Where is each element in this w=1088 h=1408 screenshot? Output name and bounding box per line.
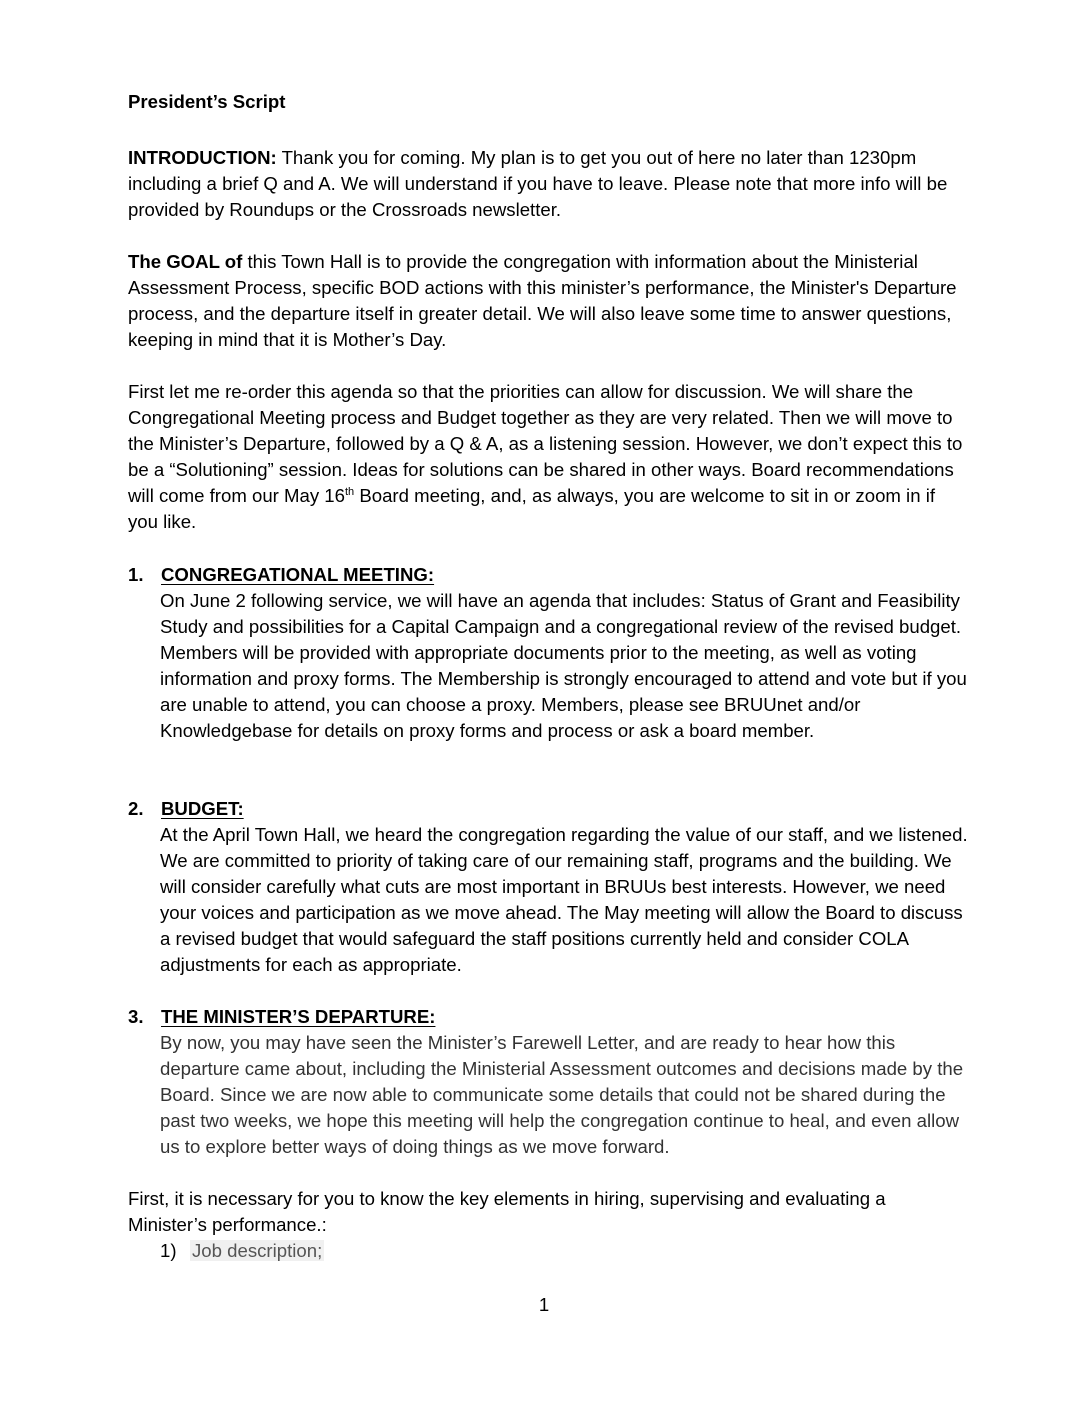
introduction-text: Thank you for coming. My plan is to get you out of here no later than 1230pm including a brief Q and A. We will understand if you have to leave. Please note that more info will be provided by Roundups or the Crossroads newsletter. (128, 147, 948, 220)
document-title: President’s Script (128, 91, 286, 112)
page-number: 1 (538, 1294, 550, 1315)
section-body-congregational-meeting: On June 2 following service, we will have an agenda that includes: Status of Grant and Feasibility Study and possibilities for a Capital Campaign and a congregational review of the revised budget. Members will be provided with appropriate documents prior to the meeting, as well as voting information and proxy forms. The Membership is strongly encouraged to attend and vote but if you are unable to attend, you can choose a proxy. Members, please see BRUUnet and/or Knowledgebase for details on proxy forms and process or ask a board member. (160, 590, 967, 741)
section-heading-text: CONGREGATIONAL MEETING: (161, 564, 435, 585)
list-item-text: Job description; (192, 1240, 323, 1261)
goal-paragraph (128, 249, 968, 353)
section-body-budget: At the April Town Hall, we heard the congregation regarding the value of our staff, and we listened. We are committed to priority of taking care of our remaining staff, programs and the building. We will consider carefully what cuts are most important in BRUUs best interests. However, we need your voices and participation as we move ahead. The May meeting will allow the Board to discuss a revised budget that would safeguard the staff positions currently held and consider COLA adjustments for each as appropriate. (160, 824, 968, 975)
list-item (160, 1238, 324, 1264)
section-number: 1. (128, 564, 144, 585)
section-number: 2. (128, 798, 144, 819)
agenda-text: First let me re-order this agenda so that the priorities can allow for discussion. We will share the Congregational Meeting process and Budget together as they are very related. Then we will move to the Minister’s Departure, followed by a Q & A, as a listening session. However, we don’t expect this to be a “Solutioning” session. Ideas for solutions can be shared in other ways. Board recommendations will come from our May 16 (128, 381, 963, 506)
section-heading-ministers-departure (128, 1004, 435, 1030)
goal-text: this Town Hall is to provide the congregation with information about the Ministerial Assessment Process, specific BOD actions with this minister’s performance, the Minister's Departure process, and the departure itself in greater detail. We will also leave some time to answer questions, keeping in mind that it is Mother’s Day. (128, 251, 957, 350)
section-heading-text: THE MINISTER’S DEPARTURE: (161, 1006, 436, 1027)
section-heading-budget (128, 796, 244, 822)
agenda-text-continued: Board meeting, and, as always, you are welcome to sit in or zoom in if you like. (128, 485, 935, 532)
list-item-number: 1) (160, 1240, 177, 1261)
section-heading-text: BUDGET: (161, 798, 244, 819)
introduction-paragraph (128, 145, 968, 223)
introduction-label: INTRODUCTION: (128, 147, 277, 168)
goal-label: The GOAL of (128, 251, 243, 272)
section-body-ministers-departure: By now, you may have seen the Minister’s Farewell Letter, and are ready to hear how this departure came about, including the Ministerial Assessment outcomes and decisions made by the Board. Since we are now able to communicate some details that could not be shared during the past two weeks, we hope this meeting will help the congregation continue to heal, and even allow us to explore better ways of doing things as we move forward. (160, 1032, 964, 1157)
section-number: 3. (128, 1006, 144, 1027)
section-heading-congregational-meeting (128, 562, 434, 588)
agenda-paragraph (128, 379, 968, 535)
key-elements-paragraph: First, it is necessary for you to know the key elements in hiring, supervising and evaluating a Minister’s performance.: (128, 1188, 886, 1235)
agenda-superscript: th (345, 485, 355, 498)
